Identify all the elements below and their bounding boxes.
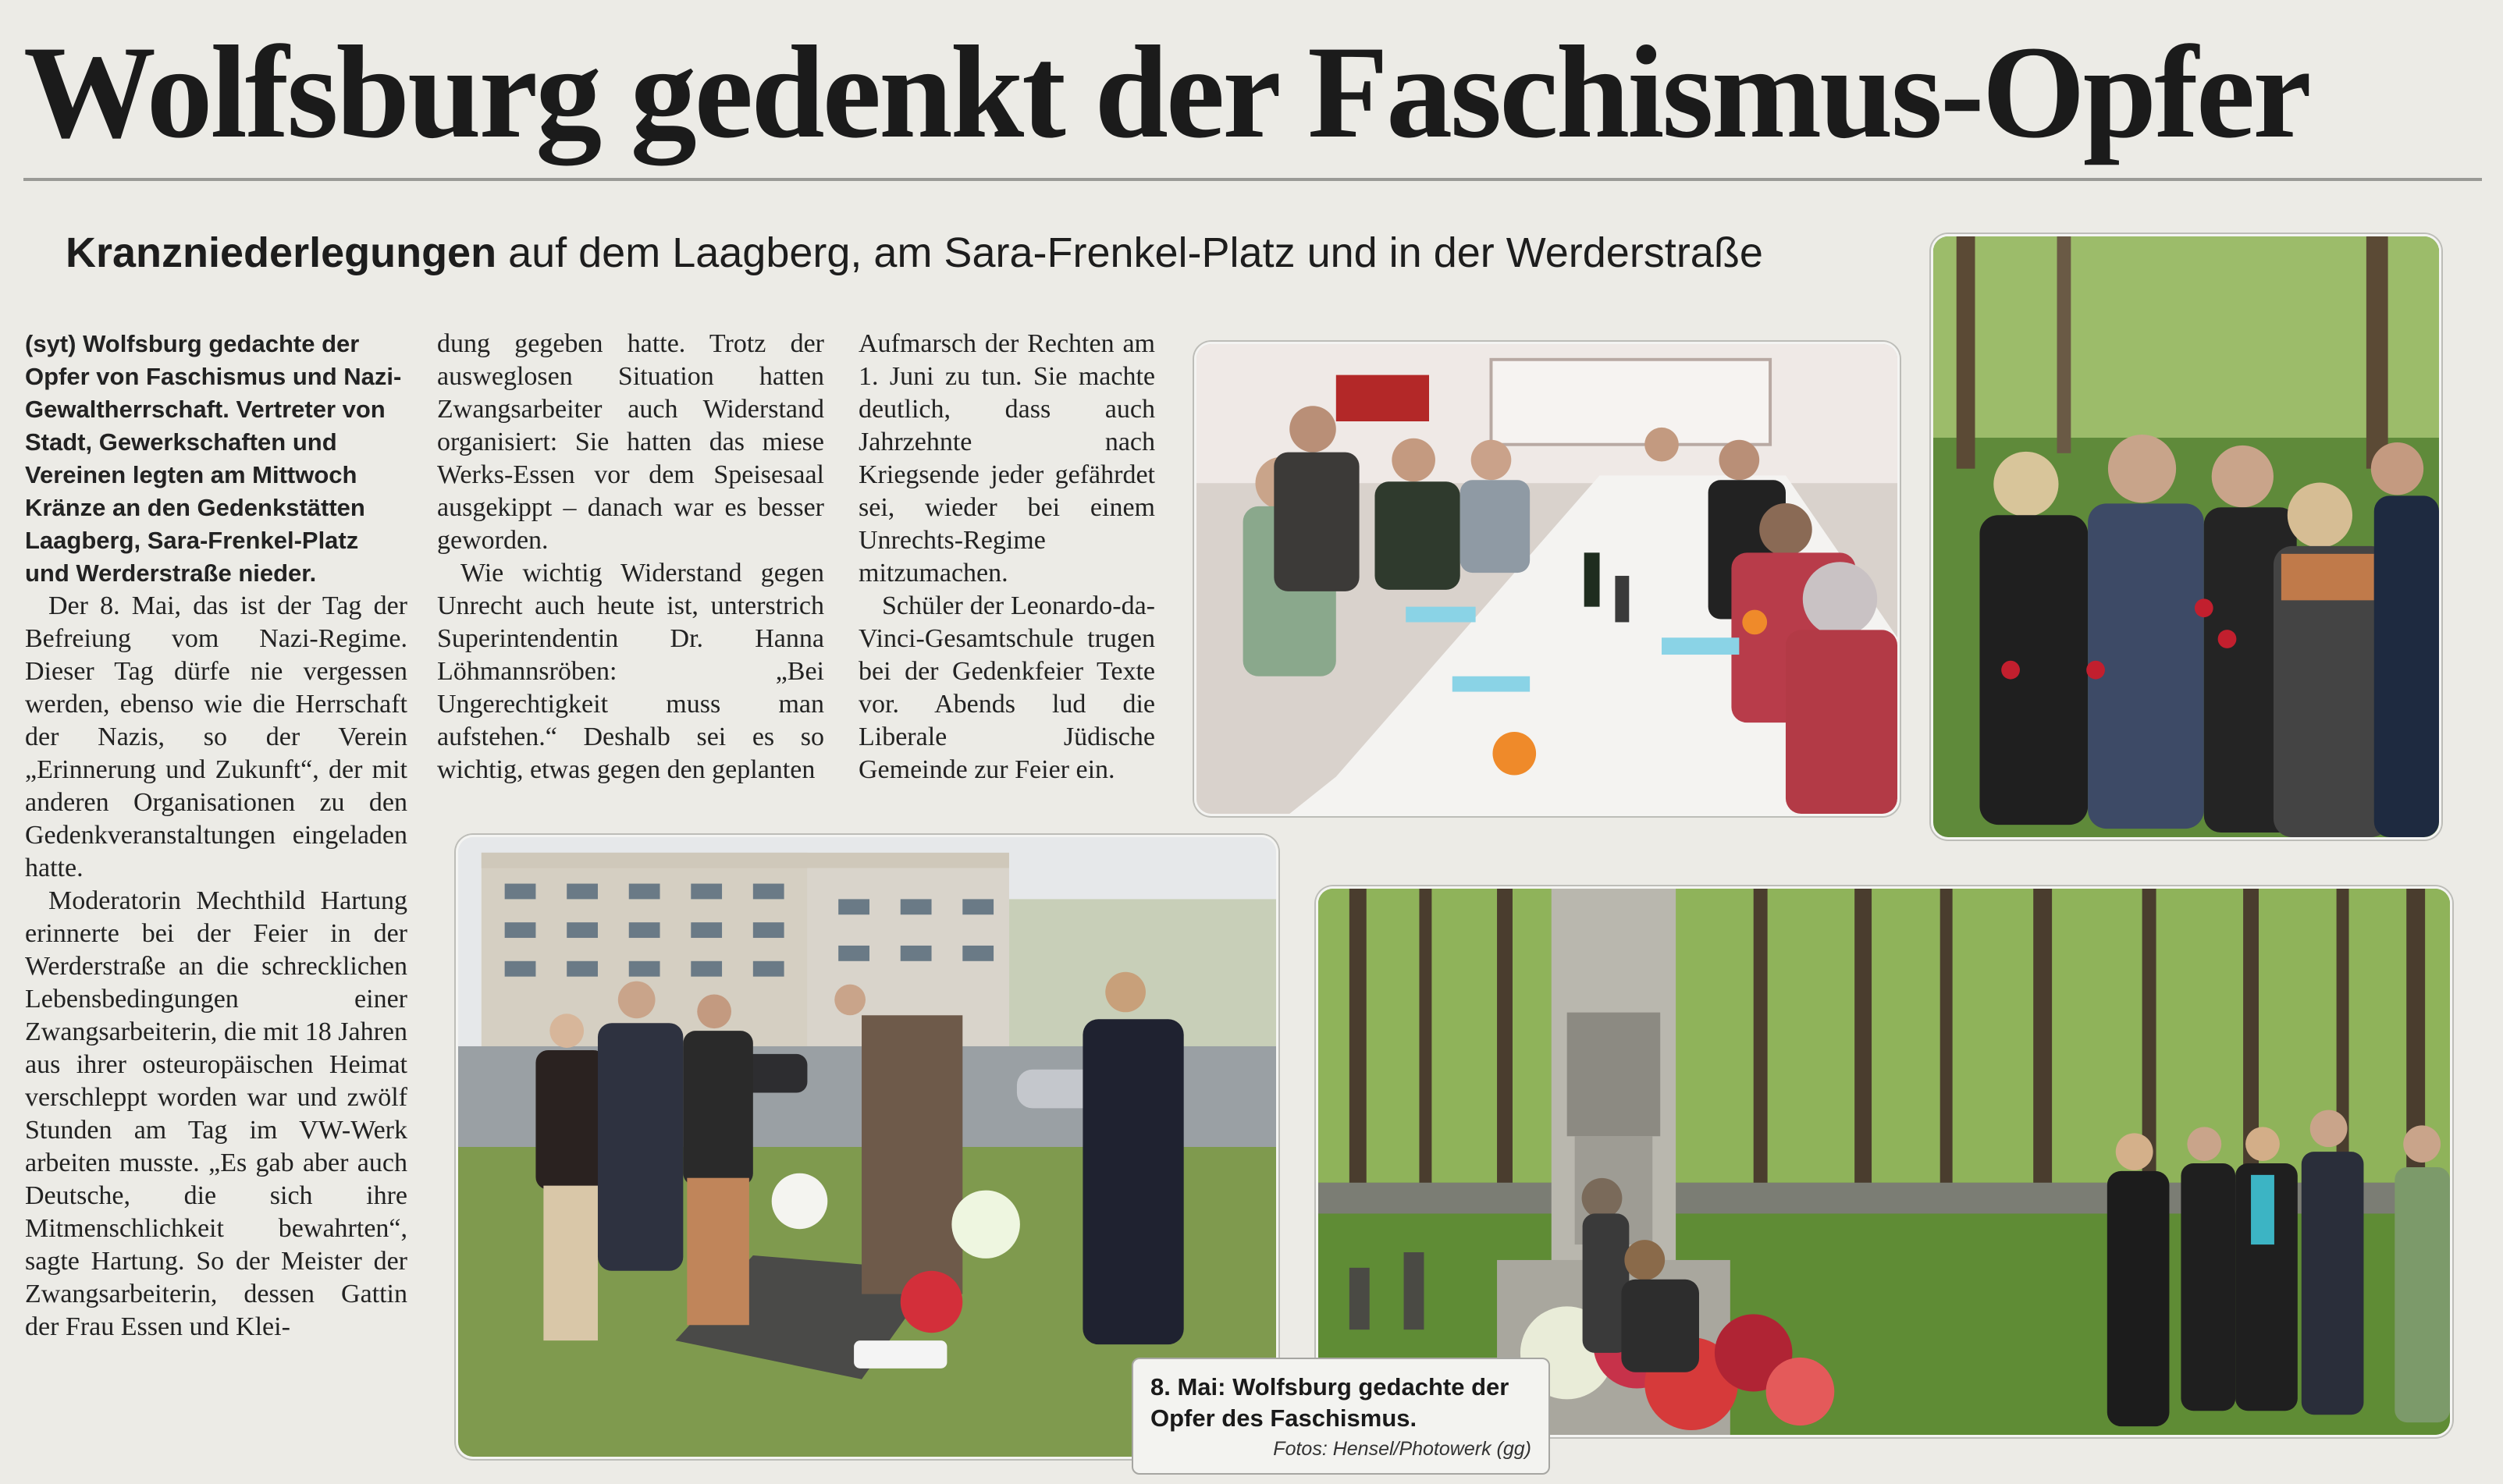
article-lead: (syt) Wolfsburg gedachte der Opfer von Faschismus und Nazi-Gewaltherrschaft. Vertreter von Stadt, Gewerkschaften und Vereinen legten am Mittwoch Kränze an den Gedenkstätten Laagberg, Sara-Frenkel-Platz und Werderstraße nieder. [25, 330, 402, 587]
headline: Wolfsburg gedenkt der Faschismus-Opfer [23, 19, 2309, 165]
article-paragraph: dung gegeben hatte. Trotz der ausweglosen Situation hatten Zwangsarbeiter auch Widerstand organisiert: Sie hatten das miese Werks-Essen vor dem Speisesaal ausgekippt – danach war es besser geworden. [437, 329, 824, 555]
subheadline [66, 225, 1939, 287]
subheadline-text: auf dem Laagberg, am Sara-Frenkel-Platz und in der Werderstraße [496, 229, 1763, 276]
article-paragraph: Schüler der Leonardo-da-Vinci-Gesamtschule trugen bei der Gedenkfeier Texte vor. Abends lud die Liberale Jüdische Gemeinde zur Feier ein. [859, 591, 1155, 784]
article-paragraph: Moderatorin Mechthild Hartung erinnerte bei der Feier in der Werderstraße an die schrecklichen Lebensbedingungen einer Zwangsarbeiterin, die mit 18 Jahren aus ihrer osteuropäischen Heimat verschleppt worden war und zwölf Stunden am Tag im VW-Werk arbeiten musste. „Es gab aber auch Deutsche, die sich ihre Mitmenschlichkeit bewahrten“, sagte Hartung. So der Meister der Zwangsarbeiterin, dessen Gattin der Frau Essen und Klei- [25, 886, 408, 1341]
photo-students-roses [1931, 234, 2441, 840]
subheadline-keyword: Kranzniederlegungen [66, 229, 497, 276]
headline-rule [23, 178, 2482, 181]
photo-caption [1132, 1358, 1550, 1475]
photo-credit: Fotos: Hensel/Photowerk (gg) [1273, 1438, 1531, 1460]
article-paragraph: Wie wichtig Widerstand gegen Unrecht auch heute ist, unterstrich Superintendentin Dr. Hanna Löhmannsröben: „Bei Ungerechtigkeit muss man aufstehen.“ Deshalb sei es so wichtig, etwas gegen den geplanten [437, 559, 824, 784]
photo-forest-memorial [1316, 886, 2452, 1437]
article-column-1 [25, 328, 407, 1344]
article-column-3 [859, 328, 1155, 786]
caption-text: 8. Mai: Wolfsburg gedachte der Opfer des Faschismus. [1150, 1373, 1509, 1432]
photo-meeting-table [1194, 342, 1900, 816]
article-column-2 [437, 328, 824, 786]
article-paragraph: Der 8. Mai, das ist der Tag der Befreiung vom Nazi-Regime. Dieser Tag dürfe nie vergessen werden, ebenso wie die Herrschaft der Nazis, so der Verein „Erinnerung und Zukunft“, der mit anderen Organisationen zu den Gedenkveranstaltungen eingeladen hatte. [25, 591, 407, 882]
article-paragraph: Aufmarsch der Rechten am 1. Juni zu tun. Sie machte deutlich, dass auch Jahrzehnte nach Kriegsende jeder gefährdet sei, wieder bei einem Unrechts-Regime mitzumachen. [859, 329, 1155, 588]
